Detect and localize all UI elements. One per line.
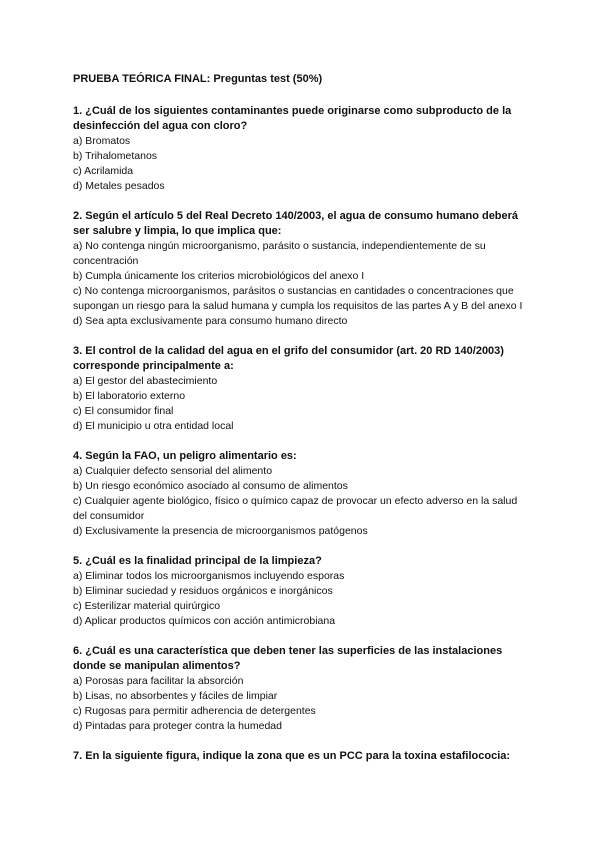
question-6 xyxy=(73,644,523,734)
document-page xyxy=(73,72,523,779)
answer-option: b) Un riesgo económico asociado al consumo de alimentos xyxy=(73,480,348,492)
answer-option: b) Eliminar suciedad y residuos orgánicos e inorgánicos xyxy=(73,585,333,597)
question-text: 5. ¿Cuál es la finalidad principal de la limpieza? xyxy=(73,555,322,567)
question-text: 4. Según la FAO, un peligro alimentario es: xyxy=(73,450,297,462)
question-4 xyxy=(73,449,523,539)
answer-options xyxy=(73,239,523,329)
answer-option: b) Lisas, no absorbentes y fáciles de limpiar xyxy=(73,690,278,702)
answer-option: b) El laboratorio externo xyxy=(73,390,186,402)
answer-option: a) Cualquier defecto sensorial del alimento xyxy=(73,465,273,477)
answer-option: b) Trihalometanos xyxy=(73,150,158,162)
question-text: 7. En la siguiente figura, indique la zona que es un PCC para la toxina estafilococia: xyxy=(73,750,511,762)
answer-option: b) Cumpla únicamente los criterios microbiológicos del anexo I xyxy=(73,270,365,282)
answer-options xyxy=(73,134,523,194)
answer-option: a) Porosas para facilitar la absorción xyxy=(73,675,244,687)
answer-option: a) Bromatos xyxy=(73,135,131,147)
question-text: 3. El control de la calidad del agua en el grifo del consumidor (art. 20 RD 140/2003) corresponde principalmente a: xyxy=(73,345,504,372)
answer-option: c) Rugosas para permitir adherencia de detergentes xyxy=(73,705,316,717)
answer-option: c) El consumidor final xyxy=(73,405,174,417)
question-7 xyxy=(73,749,523,764)
answer-option: d) Metales pesados xyxy=(73,180,165,192)
answer-options xyxy=(73,374,523,434)
question-2 xyxy=(73,209,523,329)
answer-option: a) No contenga ningún microorganismo, parásito o sustancia, independientemente de su concentración xyxy=(73,240,486,267)
answer-option: a) El gestor del abastecimiento xyxy=(73,375,218,387)
question-1 xyxy=(73,104,523,194)
answer-option: c) Esterilizar material quirúrgico xyxy=(73,600,221,612)
question-text: 1. ¿Cuál de los siguientes contaminantes puede originarse como subproducto de la desinfección del agua con cloro? xyxy=(73,105,512,132)
question-text: 2. Según el artículo 5 del Real Decreto 140/2003, el agua de consumo humano deberá ser salubre y limpia, lo que implica que: xyxy=(73,210,519,237)
answer-options xyxy=(73,569,523,629)
answer-option: c) Acrilamida xyxy=(73,165,134,177)
answer-options xyxy=(73,464,523,539)
question-3 xyxy=(73,344,523,434)
answer-option: d) Exclusivamente la presencia de microorganismos patógenos xyxy=(73,525,368,537)
answer-option: d) El municipio u otra entidad local xyxy=(73,420,234,432)
question-5 xyxy=(73,554,523,629)
answer-option: d) Sea apta exclusivamente para consumo humano directo xyxy=(73,315,348,327)
answer-option: a) Eliminar todos los microorganismos incluyendo esporas xyxy=(73,570,345,582)
answer-option: c) No contenga microorganismos, parásitos o sustancias en cantidades o concentraciones que supongan un riesgo para la salud humana y cumpla los requisitos de las partes A y B del anexo I xyxy=(73,285,523,312)
answer-option: d) Pintadas para proteger contra la humedad xyxy=(73,720,282,732)
answer-option: d) Aplicar productos químicos con acción antimicrobiana xyxy=(73,615,336,627)
question-text: 6. ¿Cuál es una característica que deben tener las superficies de las instalaciones donde se manipulan alimentos? xyxy=(73,645,503,672)
document-title: PRUEBA TEÓRICA FINAL: Preguntas test (50%) xyxy=(73,73,323,85)
answer-options xyxy=(73,674,523,734)
answer-option: c) Cualquier agente biológico, físico o químico capaz de provocar un efecto adverso en la salud del consumidor xyxy=(73,495,518,522)
